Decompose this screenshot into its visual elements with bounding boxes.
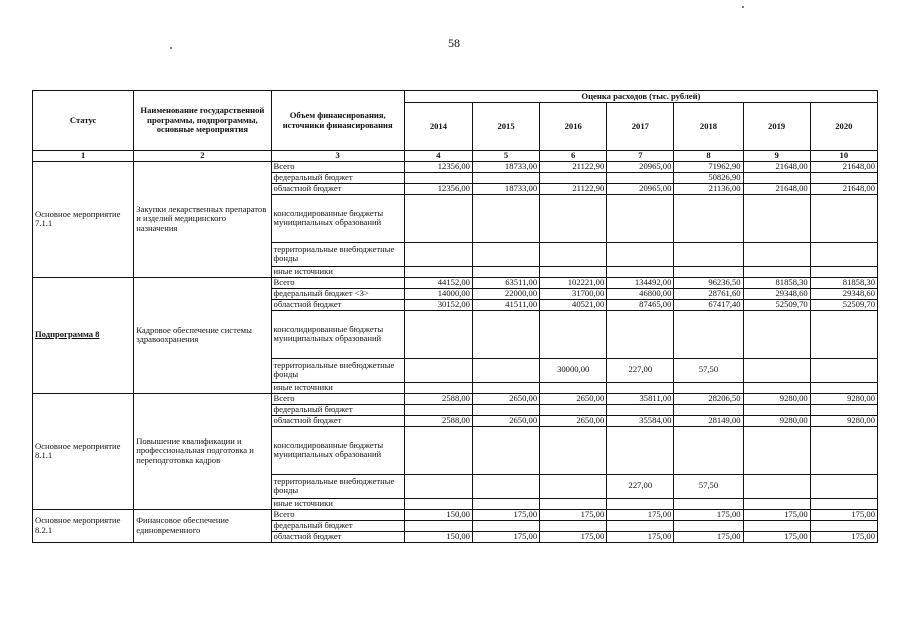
- value-2017: 227,00: [607, 358, 674, 382]
- value-2014: [404, 172, 472, 183]
- value-2018: [674, 426, 743, 474]
- value-2018: [674, 194, 743, 242]
- scan-speck: [742, 6, 744, 8]
- value-2019: [743, 474, 810, 498]
- funding-source: консолидированные бюджеты муниципальных образований: [271, 310, 404, 358]
- value-2015: 175,00: [472, 509, 539, 520]
- value-2017: [607, 520, 674, 531]
- value-2015: 175,00: [472, 531, 539, 542]
- header-year-2015: 2015: [472, 103, 539, 151]
- header-year-2016: 2016: [540, 103, 607, 151]
- header-volume: Объем финансирования, источники финансирования: [271, 91, 404, 151]
- funding-source: территориальные внебюджетные фонды: [271, 358, 404, 382]
- value-2016: 175,00: [540, 509, 607, 520]
- value-2017: [607, 310, 674, 358]
- value-2020: 81858,30: [810, 277, 877, 288]
- value-2016: 2650,00: [540, 393, 607, 404]
- funding-source: консолидированные бюджеты муниципальных образований: [271, 426, 404, 474]
- value-2019: [743, 194, 810, 242]
- value-2014: 150,00: [404, 509, 472, 520]
- value-2019: 29348,60: [743, 288, 810, 299]
- value-2015: [472, 404, 539, 415]
- value-2019: [743, 358, 810, 382]
- value-2018: 175,00: [674, 509, 743, 520]
- funding-source: федеральный бюджет <3>: [271, 288, 404, 299]
- funding-source: консолидированные бюджеты муниципальных образований: [271, 194, 404, 242]
- value-2016: 2650,00: [540, 415, 607, 426]
- value-2018: 67417,40: [674, 299, 743, 310]
- value-2015: 2650,00: [472, 415, 539, 426]
- value-2016: 31700,00: [540, 288, 607, 299]
- value-2017: 46800,00: [607, 288, 674, 299]
- value-2017: 175,00: [607, 509, 674, 520]
- value-2014: [404, 404, 472, 415]
- funding-source: областной бюджет: [271, 531, 404, 542]
- value-2018: 175,00: [674, 531, 743, 542]
- value-2014: [404, 520, 472, 531]
- value-2018: 50826,90: [674, 172, 743, 183]
- header-year-2019: 2019: [743, 103, 810, 151]
- value-2015: [472, 310, 539, 358]
- value-2016: [540, 266, 607, 277]
- value-2020: [810, 498, 877, 509]
- value-2014: 44152,00: [404, 277, 472, 288]
- value-2014: [404, 426, 472, 474]
- funding-source: областной бюджет: [271, 299, 404, 310]
- value-2016: 175,00: [540, 531, 607, 542]
- column-number: 1: [33, 151, 134, 162]
- value-2017: 175,00: [607, 531, 674, 542]
- value-2018: [674, 242, 743, 266]
- value-2018: 96236,50: [674, 277, 743, 288]
- value-2015: [472, 194, 539, 242]
- value-2018: [674, 520, 743, 531]
- value-2020: [810, 520, 877, 531]
- value-2016: [540, 242, 607, 266]
- value-2014: [404, 498, 472, 509]
- table-head: [33, 91, 878, 162]
- value-2018: 57,50: [674, 358, 743, 382]
- value-2015: 18733,00: [472, 183, 539, 194]
- value-2019: [743, 426, 810, 474]
- status-label: Основное мероприятие 7.1.1: [35, 208, 121, 229]
- value-2016: [540, 404, 607, 415]
- value-2015: [472, 172, 539, 183]
- value-2017: [607, 404, 674, 415]
- value-2020: [810, 194, 877, 242]
- value-2014: 12356,00: [404, 161, 472, 172]
- value-2016: 21122,90: [540, 161, 607, 172]
- value-2015: [472, 358, 539, 382]
- funding-source: Всего: [271, 509, 404, 520]
- value-2019: 21648,00: [743, 161, 810, 172]
- funding-source: федеральный бюджет: [271, 172, 404, 183]
- status-label: Основное мероприятие 8.1.1: [35, 440, 121, 461]
- value-2020: [810, 426, 877, 474]
- budget-table-container: [32, 90, 878, 543]
- value-2014: [404, 266, 472, 277]
- value-2017: [607, 498, 674, 509]
- table-row: [33, 509, 878, 520]
- value-2020: [810, 404, 877, 415]
- scan-speck: [170, 47, 172, 49]
- column-number: 7: [607, 151, 674, 162]
- header-year-2018: 2018: [674, 103, 743, 151]
- header-status: Статус: [33, 91, 134, 151]
- value-2019: [743, 310, 810, 358]
- value-2018: [674, 310, 743, 358]
- value-2017: 20965,00: [607, 183, 674, 194]
- value-2020: [810, 474, 877, 498]
- value-2017: [607, 382, 674, 393]
- budget-table: [32, 90, 878, 543]
- column-number: 2: [134, 151, 271, 162]
- value-2015: [472, 498, 539, 509]
- column-number: 8: [674, 151, 743, 162]
- program-name: Закупки лекарственных препаратов и изделий медицинского назначения: [134, 161, 271, 277]
- value-2017: 20965,00: [607, 161, 674, 172]
- funding-source: областной бюджет: [271, 415, 404, 426]
- value-2016: [540, 426, 607, 474]
- column-number-row: [33, 151, 878, 162]
- column-number: 5: [472, 151, 539, 162]
- value-2015: 2650,00: [472, 393, 539, 404]
- value-2020: [810, 382, 877, 393]
- value-2014: [404, 194, 472, 242]
- value-2020: 21648,00: [810, 183, 877, 194]
- header-estimate: Оценка расходов (тыс. рублей): [404, 91, 877, 103]
- value-2015: [472, 426, 539, 474]
- value-2015: 63511,00: [472, 277, 539, 288]
- value-2016: [540, 172, 607, 183]
- status-label: Подпрограмма 8: [35, 329, 100, 340]
- value-2020: 21648,00: [810, 161, 877, 172]
- funding-source: Всего: [271, 277, 404, 288]
- value-2019: 9280,00: [743, 415, 810, 426]
- value-2014: 12356,00: [404, 183, 472, 194]
- value-2020: [810, 266, 877, 277]
- header-name: Наименование государственной программы, подпрограммы, основные мероприятия: [134, 91, 271, 151]
- value-2014: 2588,00: [404, 393, 472, 404]
- value-2020: 175,00: [810, 531, 877, 542]
- value-2015: 18733,00: [472, 161, 539, 172]
- value-2014: [404, 358, 472, 382]
- value-2016: 21122,90: [540, 183, 607, 194]
- row-status: [33, 393, 134, 509]
- value-2016: [540, 474, 607, 498]
- table-body: [33, 161, 878, 542]
- value-2017: 35584,00: [607, 415, 674, 426]
- program-name: Финансовое обеспечение единовременного: [134, 509, 271, 542]
- value-2018: 21136,00: [674, 183, 743, 194]
- value-2017: [607, 426, 674, 474]
- value-2019: [743, 404, 810, 415]
- funding-source: федеральный бюджет: [271, 520, 404, 531]
- value-2014: [404, 474, 472, 498]
- program-name: Кадровое обеспечение системы здравоохранения: [134, 277, 271, 393]
- funding-source: Всего: [271, 393, 404, 404]
- funding-source: территориальные внебюджетные фонды: [271, 474, 404, 498]
- value-2020: [810, 310, 877, 358]
- value-2019: 52509,70: [743, 299, 810, 310]
- funding-source: иные источники: [271, 498, 404, 509]
- program-name: Повышение квалификации и профессиональная подготовка и переподготовка кадров: [134, 393, 271, 509]
- status-label: Основное мероприятие 8.2.1: [35, 515, 121, 535]
- value-2020: 52509,70: [810, 299, 877, 310]
- funding-source: федеральный бюджет: [271, 404, 404, 415]
- value-2016: 102221,00: [540, 277, 607, 288]
- column-number: 10: [810, 151, 877, 162]
- table-row: [33, 161, 878, 172]
- value-2015: [472, 266, 539, 277]
- header-year-2020: 2020: [810, 103, 877, 151]
- value-2014: 14000,00: [404, 288, 472, 299]
- value-2014: [404, 310, 472, 358]
- value-2017: [607, 194, 674, 242]
- header-year-2014: 2014: [404, 103, 472, 151]
- value-2017: [607, 242, 674, 266]
- value-2019: 175,00: [743, 531, 810, 542]
- value-2018: 28149,00: [674, 415, 743, 426]
- value-2016: [540, 520, 607, 531]
- value-2018: 28206,50: [674, 393, 743, 404]
- value-2020: [810, 358, 877, 382]
- value-2018: [674, 382, 743, 393]
- value-2018: 57,50: [674, 474, 743, 498]
- value-2019: [743, 520, 810, 531]
- column-number: 9: [743, 151, 810, 162]
- value-2019: 81858,30: [743, 277, 810, 288]
- value-2020: [810, 242, 877, 266]
- value-2019: [743, 498, 810, 509]
- value-2019: 9280,00: [743, 393, 810, 404]
- value-2017: 87465,00: [607, 299, 674, 310]
- table-row: [33, 393, 878, 404]
- value-2020: [810, 172, 877, 183]
- value-2016: [540, 382, 607, 393]
- value-2015: [472, 520, 539, 531]
- value-2015: [472, 242, 539, 266]
- value-2015: [472, 382, 539, 393]
- value-2015: 41511,00: [472, 299, 539, 310]
- column-number: 4: [404, 151, 472, 162]
- value-2014: 30152,00: [404, 299, 472, 310]
- header-year-2017: 2017: [607, 103, 674, 151]
- value-2020: 9280,00: [810, 393, 877, 404]
- value-2017: 35811,00: [607, 393, 674, 404]
- funding-source: иные источники: [271, 382, 404, 393]
- page-number: 58: [448, 36, 460, 50]
- row-status: [33, 277, 134, 393]
- value-2015: [472, 474, 539, 498]
- table-row: [33, 277, 878, 288]
- value-2019: [743, 242, 810, 266]
- value-2016: [540, 194, 607, 242]
- value-2017: 227,00: [607, 474, 674, 498]
- value-2014: [404, 242, 472, 266]
- value-2018: [674, 404, 743, 415]
- funding-source: областной бюджет: [271, 183, 404, 194]
- value-2016: [540, 498, 607, 509]
- value-2020: 175,00: [810, 509, 877, 520]
- column-number: 6: [540, 151, 607, 162]
- value-2019: 21648,00: [743, 183, 810, 194]
- column-number: 3: [271, 151, 404, 162]
- value-2015: 22000,00: [472, 288, 539, 299]
- value-2016: 30000,00: [540, 358, 607, 382]
- value-2019: [743, 382, 810, 393]
- value-2017: 134492,00: [607, 277, 674, 288]
- funding-source: иные источники: [271, 266, 404, 277]
- value-2019: 175,00: [743, 509, 810, 520]
- value-2018: [674, 498, 743, 509]
- value-2016: 40521,00: [540, 299, 607, 310]
- value-2020: 9280,00: [810, 415, 877, 426]
- value-2019: [743, 266, 810, 277]
- funding-source: территориальные внебюджетные фонды: [271, 242, 404, 266]
- value-2018: 71962,90: [674, 161, 743, 172]
- row-status: [33, 161, 134, 277]
- value-2014: 2588,00: [404, 415, 472, 426]
- value-2020: 29348,60: [810, 288, 877, 299]
- row-status: [33, 509, 134, 542]
- value-2019: [743, 172, 810, 183]
- value-2017: [607, 266, 674, 277]
- value-2017: [607, 172, 674, 183]
- value-2016: [540, 310, 607, 358]
- value-2018: 28761,60: [674, 288, 743, 299]
- value-2014: [404, 382, 472, 393]
- funding-source: Всего: [271, 161, 404, 172]
- value-2018: [674, 266, 743, 277]
- value-2014: 150,00: [404, 531, 472, 542]
